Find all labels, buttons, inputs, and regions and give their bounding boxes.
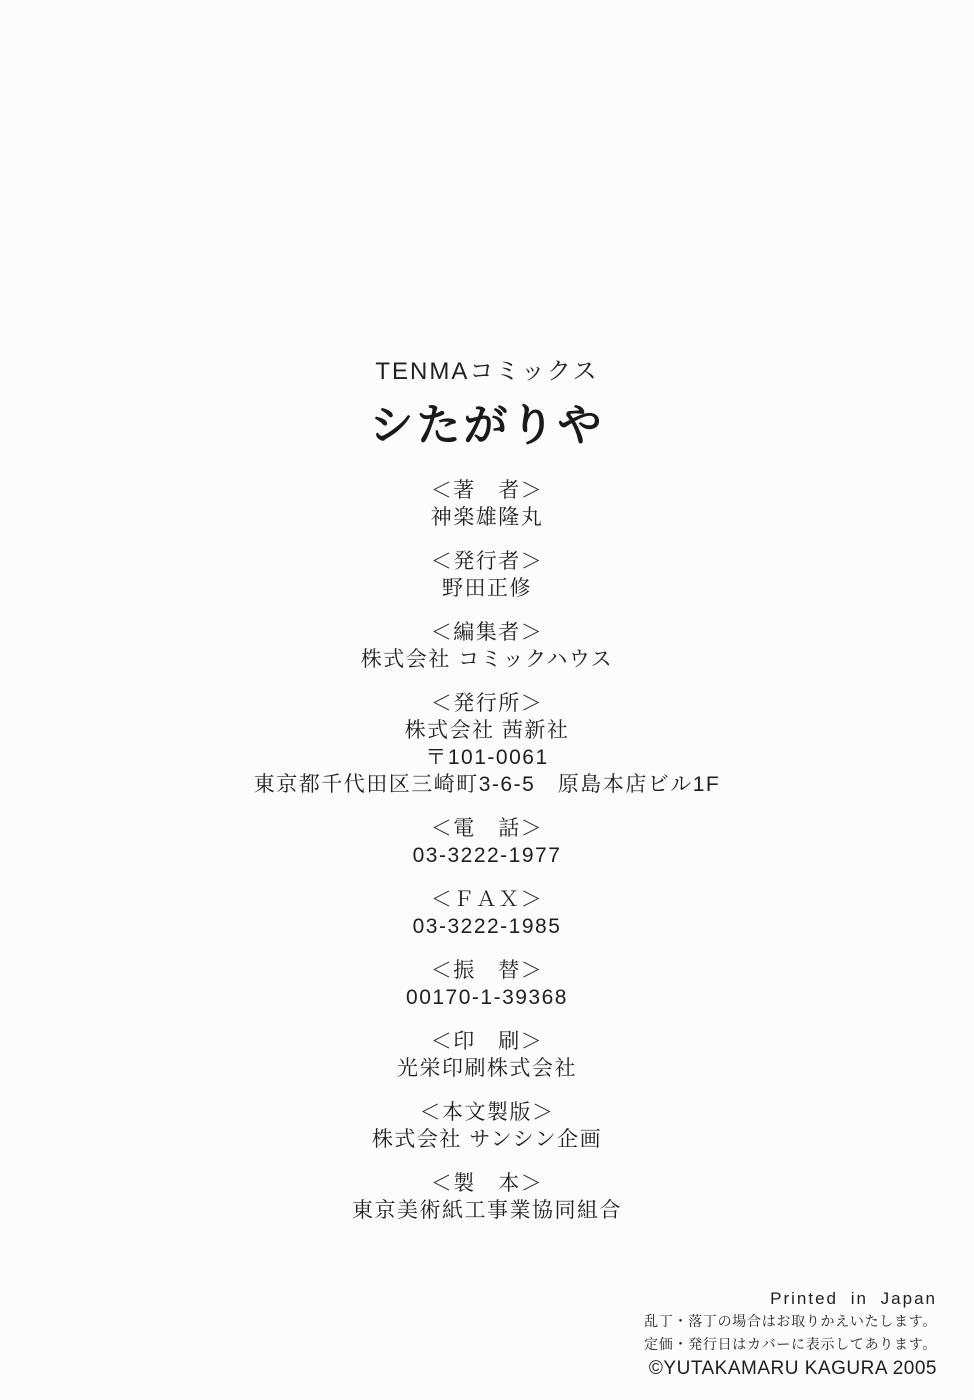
colophon-value-address: 東京都千代田区三崎町3-6-5 原島本店ビル1F [253, 773, 721, 796]
colophon-entry-printing [0, 1028, 974, 1082]
colophon-value: 野田正修 [442, 577, 532, 600]
colophon-entry-telephone [0, 815, 974, 869]
price-notice: 定価・発行日はカバーに表示してあります。 [644, 1336, 937, 1352]
colophon-value: 東京美術紙工事業協同組合 [352, 1199, 622, 1222]
colophon-value: 株式会社 サンシン企画 [371, 1128, 603, 1151]
colophon-value: 03-3222-1977 [412, 844, 562, 867]
colophon-entry-fax [0, 886, 974, 940]
colophon-label: ＜ＦＡＸ＞ [430, 888, 544, 911]
colophon-column [0, 356, 974, 1241]
colophon-label: ＜編集者＞ [430, 621, 544, 644]
defect-exchange-notice: 乱丁・落丁の場合はお取りかえいたします。 [644, 1313, 937, 1329]
colophon-entry-plate-making [0, 1099, 974, 1153]
copyright-line: ©YUTAKAMARU KAGURA 2005 [648, 1358, 937, 1379]
series-name: TENMAコミックス [375, 358, 599, 385]
colophon-label: ＜本文製版＞ [419, 1101, 555, 1124]
colophon-value-postal-code: 〒101-0061 [425, 746, 549, 769]
printed-in-japan-line: Printed in Japan [770, 1289, 937, 1308]
colophon-label: ＜著 者＞ [430, 479, 544, 502]
colophon-label: ＜印 刷＞ [430, 1030, 544, 1053]
imprint-block [644, 1288, 937, 1381]
colophon-label: ＜製 本＞ [430, 1172, 544, 1195]
colophon-entry-bookbinding [0, 1170, 974, 1224]
colophon-label: ＜発行者＞ [430, 550, 544, 573]
colophon-entry-postal-transfer [0, 957, 974, 1011]
colophon-value: 03-3222-1985 [412, 915, 562, 938]
colophon-entry-publisher-person [0, 548, 974, 602]
colophon-entry-publishing-office [0, 690, 974, 798]
colophon-value-company: 株式会社 茜新社 [404, 719, 570, 742]
colophon-label: ＜振 替＞ [430, 959, 544, 982]
colophon-entry-author [0, 477, 974, 531]
colophon-label: ＜発行所＞ [430, 692, 544, 715]
colophon-value: 神楽雄隆丸 [430, 506, 544, 529]
colophon-value: 00170-1-39368 [406, 986, 568, 1009]
colophon-value: 株式会社 コミックハウス [360, 648, 614, 671]
colophon-label: ＜電 話＞ [430, 817, 544, 840]
book-title: シたがりや [369, 401, 605, 450]
colophon-value: 光栄印刷株式会社 [397, 1057, 577, 1080]
colophon-entry-editor [0, 619, 974, 673]
